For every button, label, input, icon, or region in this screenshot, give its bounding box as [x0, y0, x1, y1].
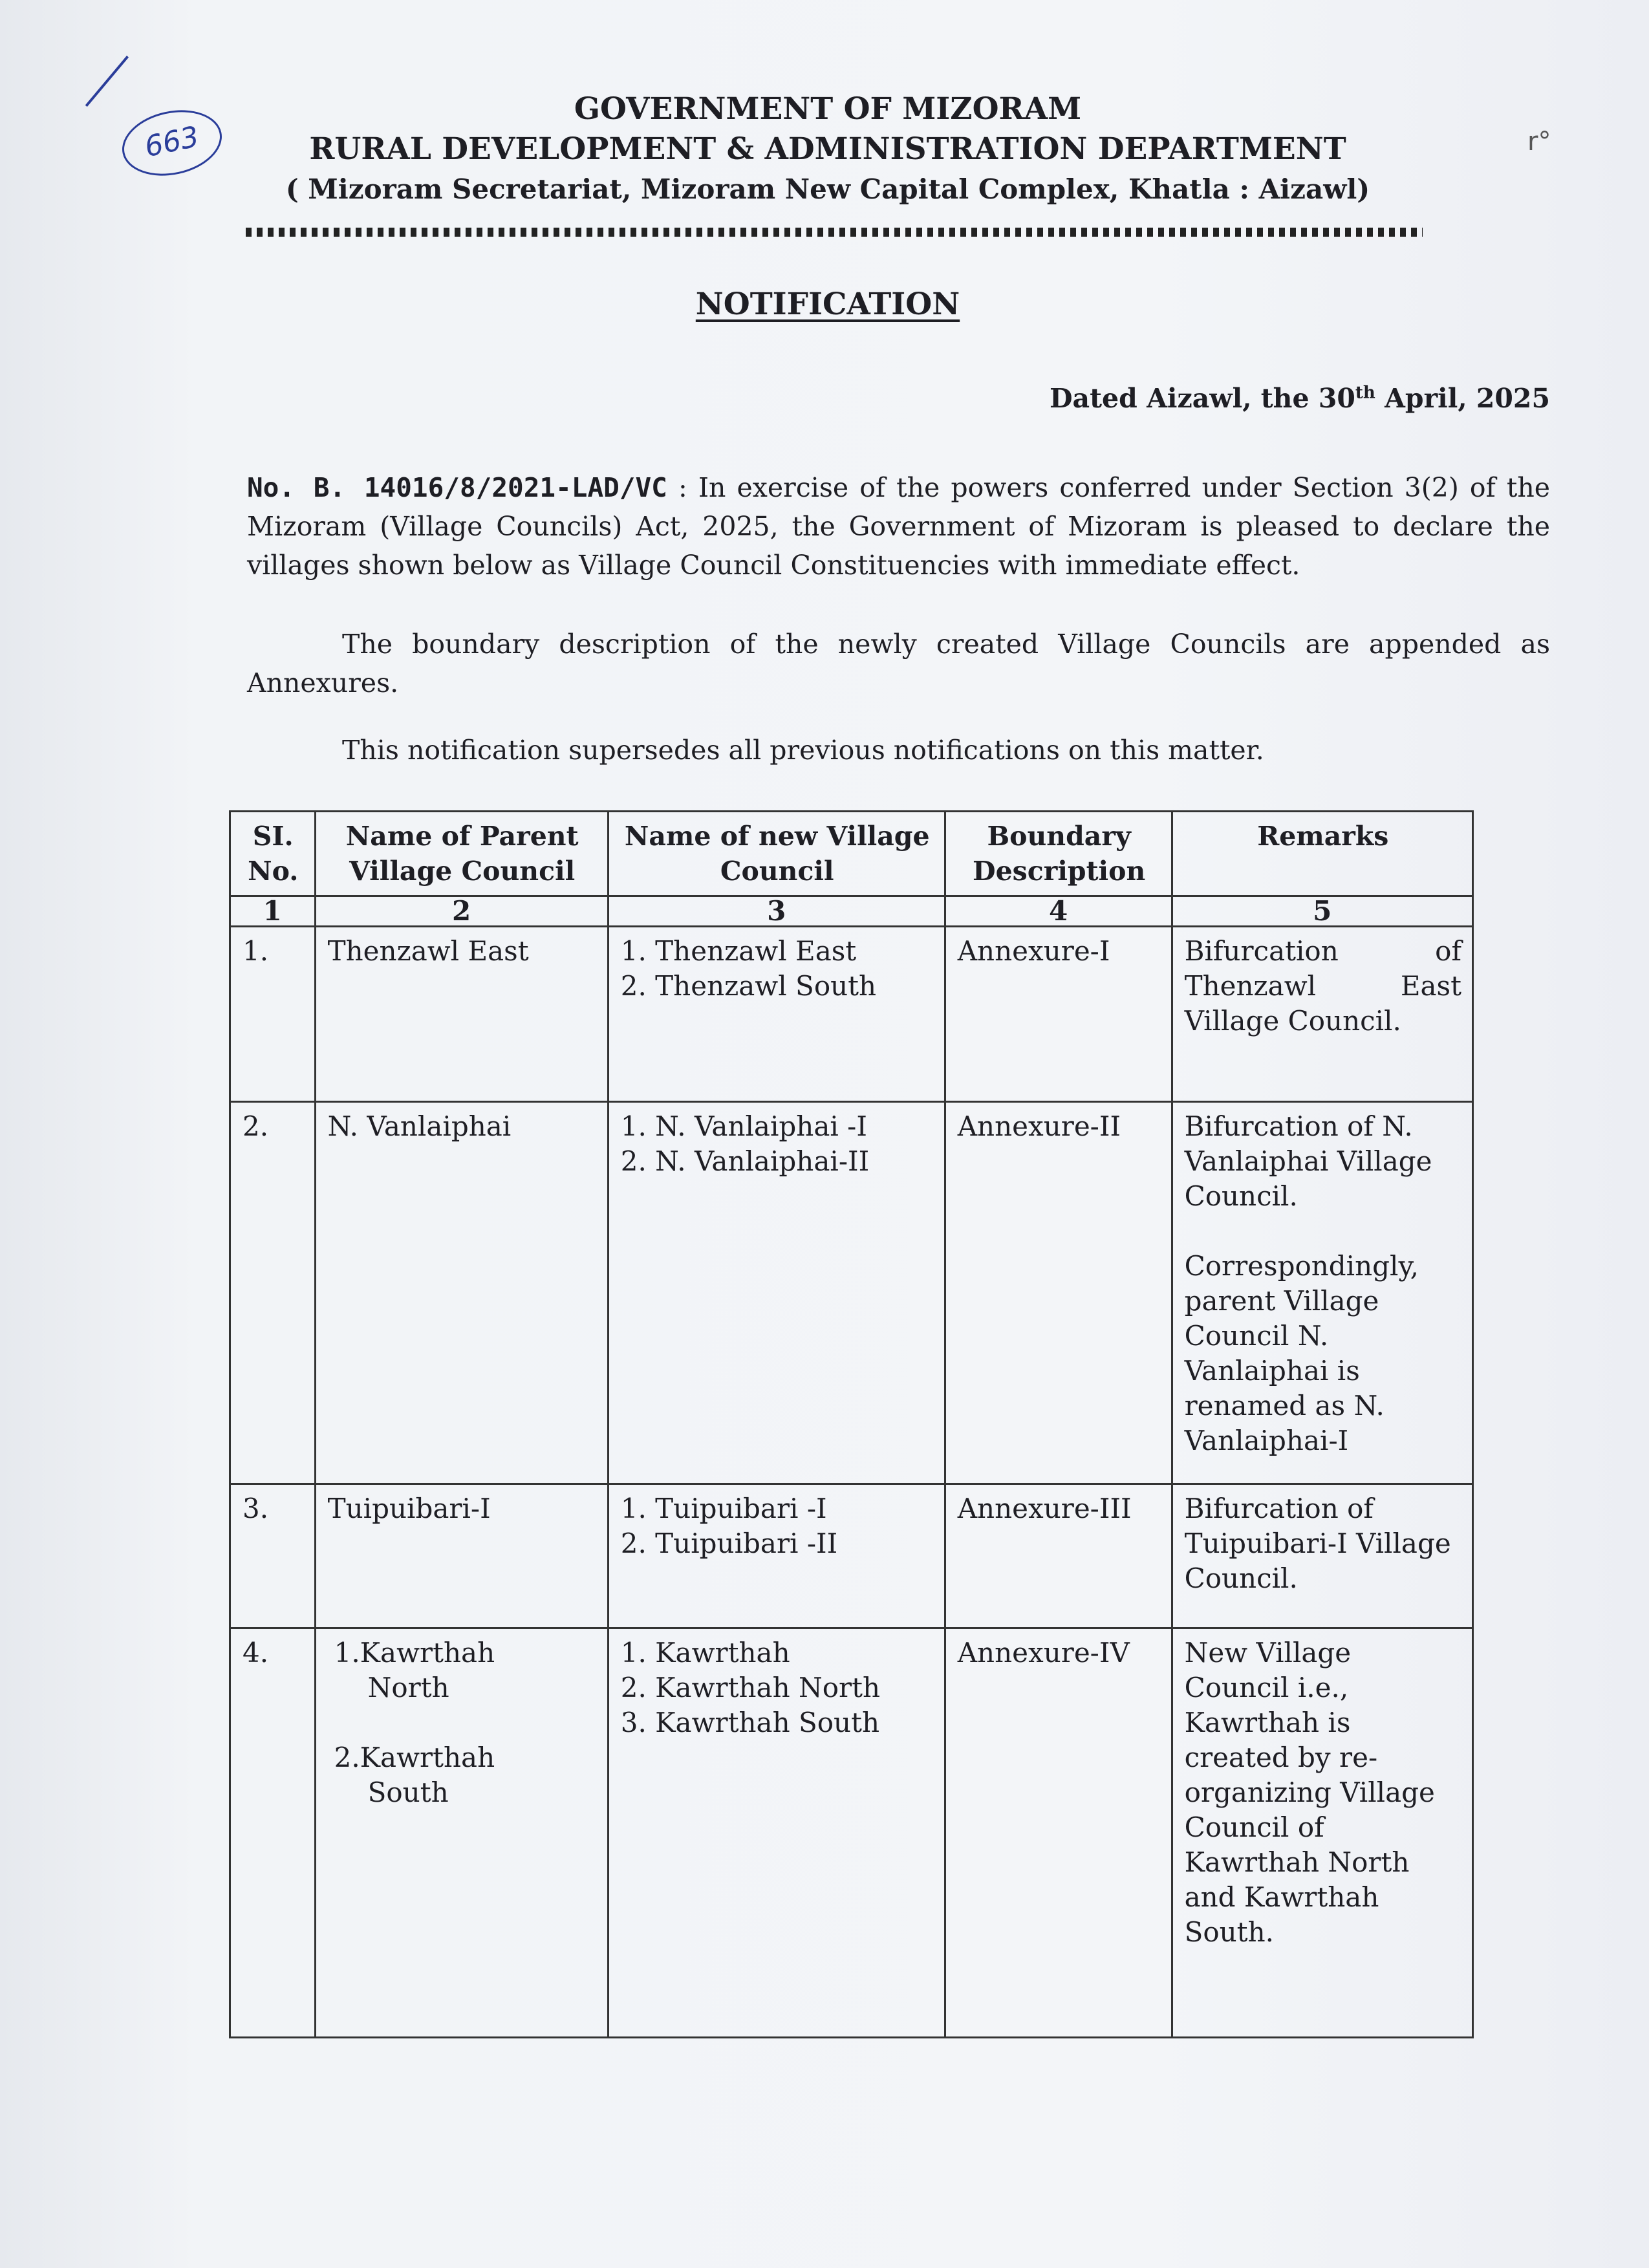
cell-new-vc: [608, 1628, 945, 2038]
parent-vc-name: N. Vanlaiphai: [327, 1110, 512, 1142]
cell-parent-vc: [315, 1102, 608, 1484]
header-sl-no: SI. No.: [230, 812, 316, 896]
letterhead-address: ( Mizoram Secretariat, Mizoram New Capital Complex, Khatla : Aizawl): [285, 173, 1370, 205]
parent-vc-name: Thenzawl East: [327, 935, 529, 967]
remark-text: Bifurcation of Tuipuibari-I Village Council.: [1184, 1493, 1451, 1594]
header-remarks: Remarks: [1172, 812, 1472, 896]
parent-vc-name: Tuipuibari-I: [327, 1493, 491, 1524]
cell-boundary: Annexure-I: [945, 927, 1172, 1102]
cell-parent-vc: [315, 927, 608, 1102]
remark-text: Bifurcation of N. Vanlaiphai Village Council.: [1184, 1110, 1432, 1212]
date-rest: April, 2025: [1375, 383, 1550, 414]
new-vc-name: 1. Thenzawl East: [620, 935, 857, 967]
cell-sl-no: 2.: [230, 1102, 316, 1484]
new-vc-name: 1. N. Vanlaiphai -I: [620, 1110, 867, 1142]
header-parent-vc: Name of Parent Village Council: [315, 812, 608, 896]
parent-vc-name: North: [367, 1672, 449, 1703]
notification-date: [776, 383, 1550, 414]
new-vc-name: 2. N. Vanlaiphai-II: [620, 1145, 870, 1177]
column-number: 3: [608, 896, 945, 927]
remark-text: Correspondingly, parent Village Council N. Vanlaiphai is renamed as N. Vanlaiphai-I: [1184, 1250, 1419, 1456]
parent-vc-name: 1.Kawrthah: [334, 1637, 495, 1669]
cell-boundary: Annexure-III: [945, 1484, 1172, 1628]
letterhead: [246, 89, 1410, 210]
new-vc-name: 2. Thenzawl South: [620, 970, 877, 1002]
dotted-divider: [246, 228, 1423, 237]
column-number-row: [230, 896, 1473, 927]
table-row: [230, 1628, 1473, 2038]
column-number: 2: [315, 896, 608, 927]
new-vc-name: 1. Tuipuibari -I: [620, 1493, 827, 1524]
remark-text: Bifurcation of Thenzawl East Village Council.: [1184, 935, 1461, 1037]
cell-remarks: [1172, 1102, 1472, 1484]
order-body: : In exercise of the powers conferred under Section 3(2) of the Mizoram (Village Councils) Act, 2025, the Government of Mizoram is pleased to declare the villages shown below as Village Council Constituencies with immediate effect.: [247, 472, 1550, 581]
cell-sl-no: 4.: [230, 1628, 316, 2038]
handwritten-page-number: 663: [116, 102, 228, 184]
village-council-table: [229, 810, 1474, 2038]
corner-scribble: r°: [1527, 127, 1551, 157]
cell-boundary: Annexure-IV: [945, 1628, 1172, 2038]
new-vc-name: 2. Tuipuibari -II: [620, 1528, 838, 1559]
cell-parent-vc: [315, 1628, 608, 2038]
paragraph-order: [247, 468, 1550, 585]
table-row: [230, 1102, 1473, 1484]
new-vc-name: 1. Kawrthah: [620, 1637, 790, 1669]
paragraph-supersedes: This notification supersedes all previous notifications on this matter.: [342, 735, 1264, 766]
letterhead-department: RURAL DEVELOPMENT & ADMINISTRATION DEPARTMENT: [309, 131, 1346, 167]
cell-boundary: Annexure-II: [945, 1102, 1172, 1484]
new-vc-name: 3. Kawrthah South: [620, 1707, 880, 1738]
notification-title: NOTIFICATION: [695, 286, 960, 322]
parent-vc-name: 2.Kawrthah: [334, 1742, 495, 1773]
parent-vc-name: South: [367, 1777, 449, 1808]
letterhead-government: GOVERNMENT OF MIZORAM: [574, 91, 1082, 127]
cell-sl-no: 3.: [230, 1484, 316, 1628]
column-number: 1: [230, 896, 316, 927]
paragraph-annexures: The boundary description of the newly created Village Councils are appended as Annexures.: [247, 629, 1550, 698]
cell-remarks: [1172, 927, 1472, 1102]
header-boundary: Boundary Description: [945, 812, 1172, 896]
column-number: 5: [1172, 896, 1472, 927]
cell-new-vc: [608, 927, 945, 1102]
cell-sl-no: 1.: [230, 927, 316, 1102]
table-header-row: [230, 812, 1473, 896]
remark-text: New Village Council i.e., Kawrthah is created by re-organizing Village Council of Kawrthah North and Kawrthah South.: [1184, 1637, 1435, 1948]
table-row: [230, 1484, 1473, 1628]
header-new-vc: Name of new Village Council: [608, 812, 945, 896]
date-ordinal: th: [1355, 383, 1375, 403]
column-number: 4: [945, 896, 1172, 927]
cell-new-vc: [608, 1102, 945, 1484]
cell-remarks: [1172, 1628, 1472, 2038]
order-number: No. B. 14016/8/2021-LAD/VC: [247, 472, 667, 503]
date-prefix: Dated Aizawl, the 30: [1050, 383, 1355, 414]
cell-parent-vc: [315, 1484, 608, 1628]
new-vc-name: 2. Kawrthah North: [620, 1672, 881, 1703]
table-row: [230, 927, 1473, 1102]
cell-remarks: [1172, 1484, 1472, 1628]
cell-new-vc: [608, 1484, 945, 1628]
